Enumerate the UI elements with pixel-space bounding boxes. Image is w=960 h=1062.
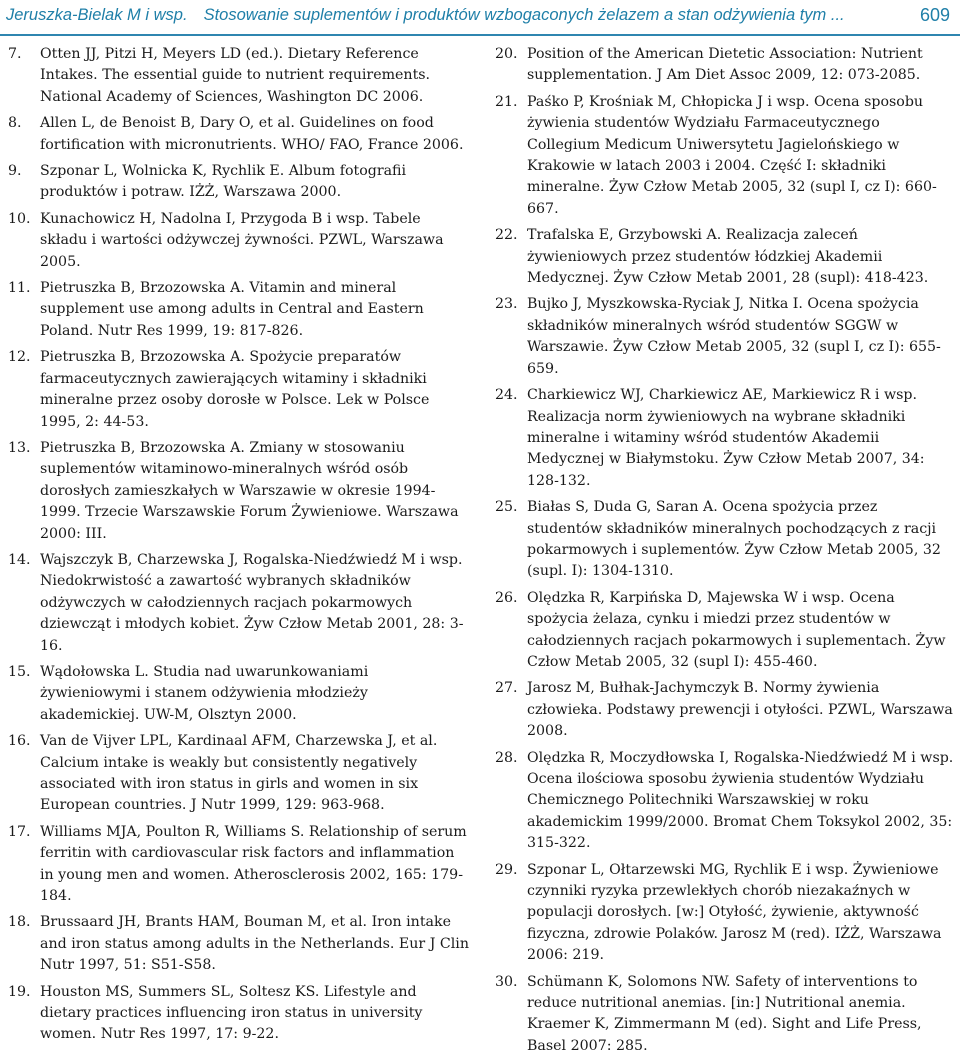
- reference-item: [8, 113, 470, 156]
- reference-item: [8, 912, 470, 976]
- page-number: 609: [919, 4, 950, 25]
- reference-item: [8, 982, 470, 1046]
- reference-number: 18.: [8, 914, 31, 931]
- reference-number: 19.: [8, 983, 31, 1000]
- reference-number: 26.: [495, 589, 518, 606]
- reference-text: Pietruszka B, Brzozowska A. Spożycie preparatów farmaceutycznych zawierających witaminy i składniki mineralne przez osoby dorosłe w Polsce. Lek w Polsce 1995, 2: 44-53.: [40, 349, 430, 430]
- reference-item: [495, 385, 955, 492]
- reference-text: Olędzka R, Moczydłowska I, Rogalska-Niedźwiedź M i wsp. Ocena ilościowa sposobu żywienia studentów Wydziału Chemicznego Politechniki Warszawskiej w roku akademickim 1999/2000. Bromat Chem Toksykol 2002, 35: 315-322.: [527, 749, 954, 852]
- reference-text: Otten JJ, Pitzi H, Meyers LD (ed.). Dietary Reference Intakes. The essential guide to nutrient requirements. National Academy of Sciences, Washington DC 2006.: [40, 46, 431, 105]
- running-head-title: Stosowanie suplementów i produktów wzbogaconych żelazem a stan odżywienia tym ...: [203, 5, 845, 24]
- reference-item: [8, 278, 470, 342]
- header-rule: [0, 34, 960, 36]
- reference-number: 11.: [8, 280, 31, 297]
- reference-text: Williams MJA, Poulton R, Williams S. Relationship of serum ferritin with cardiovascular risk factors and inflammation in young men and women. Atherosclerosis 2002, 165: 179-184.: [40, 823, 467, 905]
- reference-number: 10.: [8, 210, 31, 227]
- reference-number: 23.: [495, 296, 518, 313]
- reference-item: [495, 225, 955, 289]
- reference-number: 14.: [8, 551, 31, 568]
- references-column-right: [495, 44, 955, 1062]
- reference-item: [8, 161, 470, 204]
- reference-number: 9.: [8, 163, 22, 180]
- reference-item: [495, 92, 955, 220]
- reference-text: Schümann K, Solomons NW. Safety of interventions to reduce nutritional anemias. [in:] Nutritional anemia. Kraemer K, Zimmermann M (ed). Sight and Life Press, Basel 2007: 285.: [527, 973, 922, 1054]
- reference-item: [8, 731, 470, 817]
- reference-text: Charkiewicz WJ, Charkiewicz AE, Markiewicz R i wsp. Realizacja norm żywieniowych na wybrane składniki mineralne i witaminy wśród studentów Akademii Medycznej w Białymstoku. Żyw Człow Metab 2007, 34: 128-132.: [527, 387, 925, 489]
- reference-number: 22.: [495, 227, 518, 244]
- reference-item: [495, 44, 955, 87]
- reference-item: [8, 44, 470, 108]
- reference-text: Bujko J, Myszkowska-Ryciak J, Nitka I. Ocena spożycia składników mineralnych wśród studentów SGGW w Warszawie. Żyw Człow Metab 2005, 32 (supl I, cz I): 655-659.: [527, 296, 941, 377]
- reference-number: 28.: [495, 749, 518, 766]
- reference-text: Wajszczyk B, Charzewska J, Rogalska-Niedźwiedź M i wsp. Niedokrwistość a zawartość wybranych składników odżywczych w całodziennych racjach pokarmowych dziewcząt i młodych kobiet. Żyw Człow Metab 2001, 28: 3-16.: [40, 551, 464, 654]
- reference-number: 16.: [8, 733, 31, 750]
- reference-item: [8, 438, 470, 545]
- reference-text: Białas S, Duda G, Saran A. Ocena spożycia przez studentów składników mineralnych pochodzących z racji pokarmowych i suplementów. Żyw Człow Metab 2005, 32 (supl. I): 1304-1310.: [527, 499, 941, 580]
- reference-number: 27.: [495, 680, 518, 697]
- reference-item: [8, 662, 470, 726]
- reference-text: Szponar L, Ołtarzewski MG, Rychlik E i wsp. Żywieniowe czynniki ryzyka przewlekłych chorób niezakaźnych w populacji dorosłych. [w:] Otyłość, żywienie, aktywność fizyczna, zdrowie Polaków. Jarosz M (red). IŻŻ, Warszawa 2006: 219.: [527, 861, 942, 964]
- reference-text: Position of the American Dietetic Association: Nutrient supplementation. J Am Diet Assoc 2009, 12: 073-2085.: [527, 46, 923, 84]
- reference-number: 13.: [8, 439, 31, 456]
- reference-number: 15.: [8, 663, 31, 680]
- running-head-authors: Jeruszka-Bielak M i wsp.: [6, 5, 188, 24]
- reference-text: Olędzka R, Karpińska D, Majewska W i wsp. Ocena spożycia żelaza, cynku i miedzi przez studentów w całodziennych racjach pokarmowych i suplementach. Żyw Człow Metab 2005, 32 (supl I): 455-460.: [527, 589, 946, 670]
- reference-item: [8, 822, 470, 908]
- reference-item: [495, 860, 955, 967]
- reference-number: 29.: [495, 861, 518, 878]
- reference-item: [8, 347, 470, 433]
- reference-item: [495, 294, 955, 380]
- reference-number: 30.: [495, 973, 518, 990]
- reference-number: 12.: [8, 349, 31, 366]
- reference-item: [8, 209, 470, 273]
- reference-number: 20.: [495, 46, 518, 62]
- reference-text: Pietruszka B, Brzozowska A. Vitamin and mineral supplement use among adults in Central and Eastern Poland. Nutr Res 1999, 19: 817-826.: [40, 280, 424, 339]
- reference-number: 17.: [8, 823, 31, 840]
- reference-text: Houston MS, Summers SL, Soltesz KS. Lifestyle and dietary practices influencing iron status in university women. Nutr Res 1997, 17: 9-22.: [40, 983, 423, 1043]
- reference-item: [495, 588, 955, 674]
- reference-item: [495, 678, 955, 742]
- reference-text: Pietruszka B, Brzozowska A. Zmiany w stosowaniu suplementów witaminowo-mineralnych wśród osób dorosłych zamieszkałych w Warszawie w okresie 1994-1999. Trzecie Warszawskie Forum Żywieniowe. Warszawa 2000: III.: [40, 439, 459, 542]
- reference-text: Paśko P, Krośniak M, Chłopicka J i wsp. Ocena sposobu żywienia studentów Wydziału Farmaceutycznego Collegium Medicum Uniwersytetu Jagielońskiego w Krakowie w latach 2003 i 2004. Część I: składniki mineralne. Żyw Człow Metab 2005, 32 (supl I, cz I): 660-667.: [527, 93, 937, 217]
- reference-item: [495, 497, 955, 583]
- reference-text: Allen L, de Benoist B, Dary O, et al. Guidelines on food fortification with micronutrients. WHO/ FAO, France 2006.: [40, 115, 464, 153]
- reference-number: 25.: [495, 499, 518, 516]
- reference-text: Jarosz M, Bułhak-Jachymczyk B. Normy żywienia człowieka. Podstawy prewencji i otyłości. PZWL, Warszawa 2008.: [527, 680, 953, 740]
- reference-number: 8.: [8, 115, 22, 132]
- reference-text: Kunachowicz H, Nadolna I, Przygoda B i wsp. Tabele składu i wartości odżywczej żywności. PZWL, Warszawa 2005.: [40, 210, 444, 270]
- reference-text: Szponar L, Wolnicka K, Rychlik E. Album fotografii produktów i potraw. IŻŻ, Warszawa 2000.: [40, 163, 407, 201]
- running-head: [6, 2, 950, 28]
- reference-text: Van de Vijver LPL, Kardinaal AFM, Charzewska J, et al. Calcium intake is weakly but consistently negatively associated with iron status in girls and women in six European countries. J Nutr 1999, 129: 963-968.: [40, 733, 438, 814]
- reference-text: Brussaard JH, Brants HAM, Bouman M, et al. Iron intake and iron status among adults in the Netherlands. Eur J Clin Nutr 1997, 51: S51-S58.: [40, 914, 469, 974]
- reference-number: 24.: [495, 387, 518, 404]
- reference-number: 7.: [8, 46, 22, 62]
- reference-text: Trafalska E, Grzybowski A. Realizacja zaleceń żywieniowych przez studentów łódzkiej Akademii Medycznej. Żyw Człow Metab 2001, 28 (supl): 418-423.: [527, 227, 929, 287]
- references-column-left: [8, 44, 470, 1051]
- reference-item: [495, 748, 955, 855]
- reference-text: Wądołowska L. Studia nad uwarunkowaniami żywieniowymi i stanem odżywienia młodzieży akademickiej. UW-M, Olsztyn 2000.: [40, 663, 369, 723]
- reference-number: 21.: [495, 93, 518, 110]
- reference-item: [8, 550, 470, 657]
